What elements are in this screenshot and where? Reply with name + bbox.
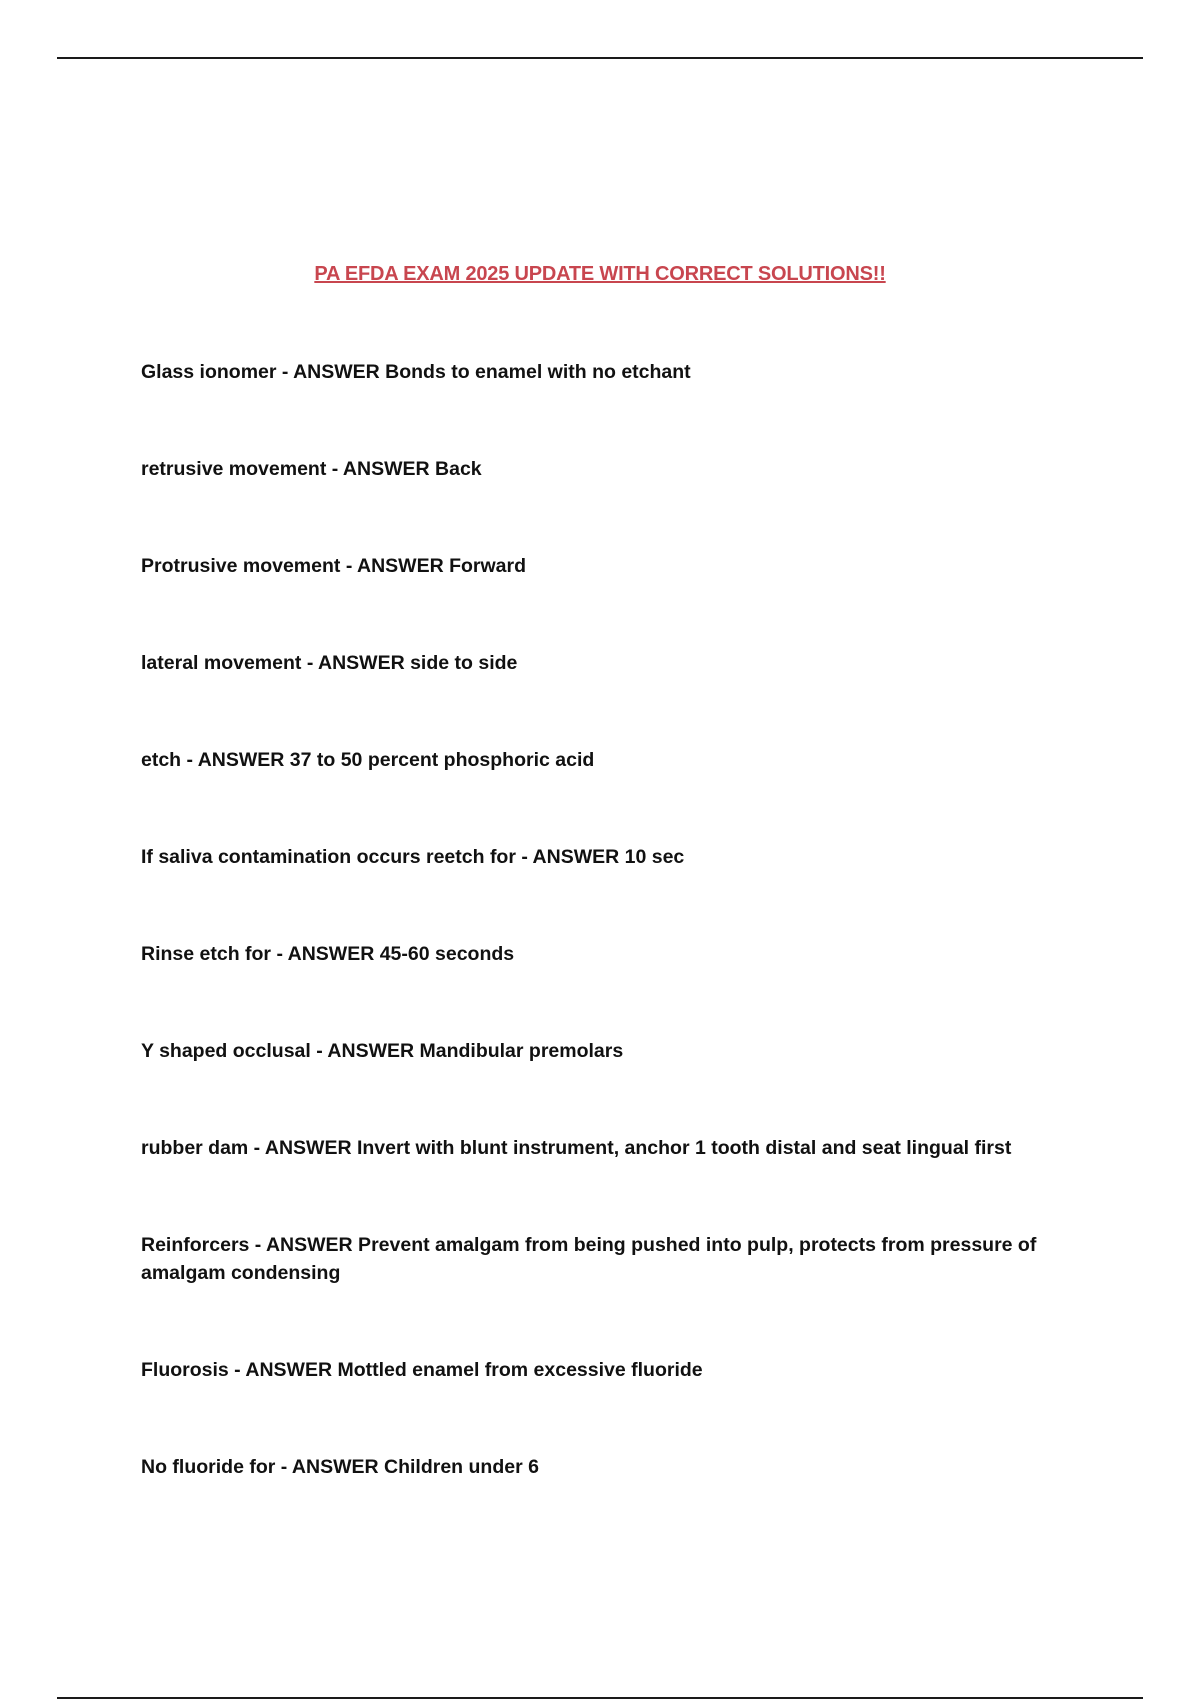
qa-entry: If saliva contamination occurs reetch for - ANSWER 10 sec bbox=[141, 846, 685, 868]
qa-entry: rubber dam - ANSWER Invert with blunt instrument, anchor 1 tooth distal and seat lingual first bbox=[141, 1137, 1012, 1159]
document-title: PA EFDA EXAM 2025 UPDATE WITH CORRECT SOLUTIONS!! bbox=[314, 263, 886, 285]
qa-entry: Fluorosis - ANSWER Mottled enamel from excessive fluoride bbox=[141, 1359, 703, 1381]
qa-entry: Glass ionomer - ANSWER Bonds to enamel with no etchant bbox=[141, 361, 691, 383]
qa-entry: Rinse etch for - ANSWER 45-60 seconds bbox=[141, 943, 515, 965]
qa-entry: Protrusive movement - ANSWER Forward bbox=[141, 555, 527, 577]
qa-entry: etch - ANSWER 37 to 50 percent phosphoric acid bbox=[141, 749, 595, 771]
qa-entry: Y shaped occlusal - ANSWER Mandibular premolars bbox=[141, 1040, 624, 1062]
qa-entry: Reinforcers - ANSWER Prevent amalgam from being pushed into pulp, protects from pressure of amalgam condensing bbox=[141, 1234, 1037, 1284]
qa-entry: lateral movement - ANSWER side to side bbox=[141, 652, 518, 674]
qa-entry: No fluoride for - ANSWER Children under 6 bbox=[141, 1456, 539, 1478]
qa-list bbox=[141, 358, 1041, 1550]
footer-rule bbox=[57, 1697, 1143, 1699]
header-rule bbox=[57, 57, 1143, 59]
qa-entry: retrusive movement - ANSWER Back bbox=[141, 458, 482, 480]
